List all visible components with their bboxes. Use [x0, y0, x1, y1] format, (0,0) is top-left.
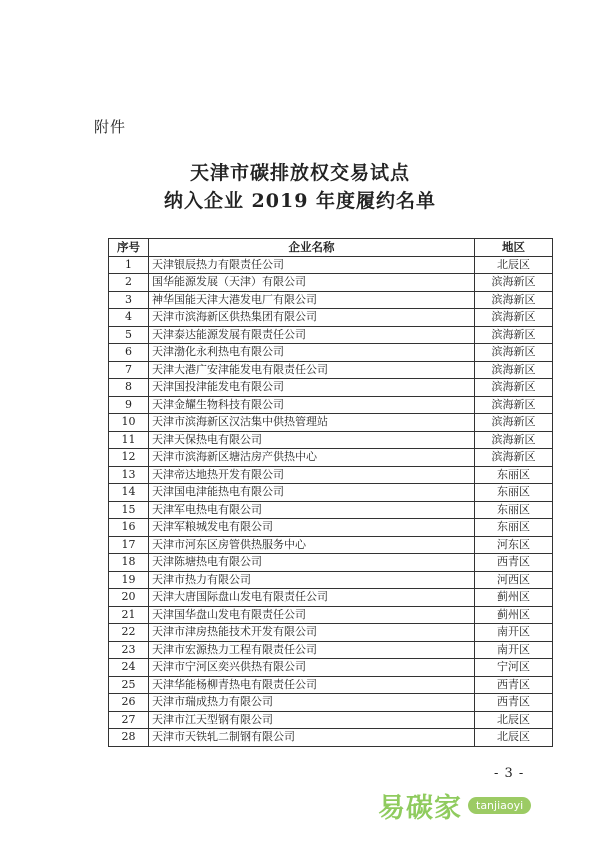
row-index: 23	[109, 641, 149, 659]
attachment-label: 附件	[94, 118, 127, 136]
table-row	[109, 554, 553, 572]
row-region: 滨海新区	[475, 344, 553, 362]
watermark-site: tanjiaoyi	[468, 797, 531, 814]
row-region: 北辰区	[475, 256, 553, 274]
row-company-name: 天津市津房热能技术开发有限公司	[149, 624, 475, 642]
table-row	[109, 729, 553, 747]
table-row	[109, 344, 553, 362]
row-company-name: 天津市天铁轧二制钢有限公司	[149, 729, 475, 747]
row-index: 1	[109, 256, 149, 274]
row-index: 22	[109, 624, 149, 642]
table-row	[109, 466, 553, 484]
row-index: 8	[109, 379, 149, 397]
table-row	[109, 449, 553, 467]
table-row	[109, 641, 553, 659]
row-index: 4	[109, 309, 149, 327]
table-row	[109, 379, 553, 397]
row-company-name: 天津市滨海新区汉沽集中供热管理站	[149, 414, 475, 432]
watermark-text: 易碳家	[378, 793, 462, 824]
row-index: 5	[109, 326, 149, 344]
row-index: 18	[109, 554, 149, 572]
row-company-name: 天津国投津能发电有限公司	[149, 379, 475, 397]
table-row	[109, 519, 553, 537]
table-row	[109, 274, 553, 292]
row-region: 东丽区	[475, 466, 553, 484]
table-row	[109, 676, 553, 694]
row-index: 26	[109, 694, 149, 712]
row-company-name: 天津大港广安津能发电有限责任公司	[149, 361, 475, 379]
table-row	[109, 624, 553, 642]
row-region: 河西区	[475, 571, 553, 589]
row-region: 滨海新区	[475, 291, 553, 309]
table-row	[109, 309, 553, 327]
table-row	[109, 291, 553, 309]
table-row	[109, 659, 553, 677]
row-company-name: 神华国能天津大港发电厂有限公司	[149, 291, 475, 309]
row-company-name: 天津军电热电有限公司	[149, 501, 475, 519]
row-company-name: 天津泰达能源发展有限责任公司	[149, 326, 475, 344]
table-row	[109, 606, 553, 624]
row-region: 滨海新区	[475, 431, 553, 449]
row-region: 南开区	[475, 641, 553, 659]
row-index: 25	[109, 676, 149, 694]
row-company-name: 天津市滨海新区塘沽房产供热中心	[149, 449, 475, 467]
row-index: 28	[109, 729, 149, 747]
row-region: 滨海新区	[475, 449, 553, 467]
table-header-row	[109, 239, 553, 257]
row-company-name: 天津天保热电有限公司	[149, 431, 475, 449]
enterprise-table	[108, 238, 553, 747]
row-index: 9	[109, 396, 149, 414]
row-index: 16	[109, 519, 149, 537]
row-company-name: 天津军粮城发电有限公司	[149, 519, 475, 537]
header-region: 地区	[475, 239, 553, 257]
row-index: 17	[109, 536, 149, 554]
row-region: 滨海新区	[475, 274, 553, 292]
row-region: 东丽区	[475, 519, 553, 537]
row-region: 滨海新区	[475, 326, 553, 344]
row-index: 15	[109, 501, 149, 519]
row-company-name: 天津大唐国际盘山发电有限责任公司	[149, 589, 475, 607]
row-region: 河东区	[475, 536, 553, 554]
table-row	[109, 536, 553, 554]
table-row	[109, 589, 553, 607]
row-company-name: 天津市宏源热力工程有限责任公司	[149, 641, 475, 659]
row-region: 宁河区	[475, 659, 553, 677]
table-row	[109, 396, 553, 414]
row-company-name: 天津银辰热力有限责任公司	[149, 256, 475, 274]
row-index: 6	[109, 344, 149, 362]
row-index: 12	[109, 449, 149, 467]
table-row	[109, 694, 553, 712]
table-row	[109, 711, 553, 729]
header-index: 序号	[109, 239, 149, 257]
row-index: 3	[109, 291, 149, 309]
row-company-name: 天津帝达地热开发有限公司	[149, 466, 475, 484]
table-row	[109, 431, 553, 449]
row-region: 滨海新区	[475, 379, 553, 397]
row-company-name: 天津渤化永利热电有限公司	[149, 344, 475, 362]
row-region: 滨海新区	[475, 396, 553, 414]
row-company-name: 天津市瑞成热力有限公司	[149, 694, 475, 712]
row-company-name: 天津市宁河区奕兴供热有限公司	[149, 659, 475, 677]
row-region: 南开区	[475, 624, 553, 642]
row-region: 滨海新区	[475, 414, 553, 432]
row-region: 东丽区	[475, 501, 553, 519]
row-company-name: 天津市热力有限公司	[149, 571, 475, 589]
row-region: 西青区	[475, 676, 553, 694]
row-company-name: 天津市河东区房管供热服务中心	[149, 536, 475, 554]
document-title-line2: 纳入企业 2019 年度履约名单	[163, 190, 437, 212]
watermark-logo	[378, 786, 531, 825]
row-region: 西青区	[475, 554, 553, 572]
row-company-name: 天津陈塘热电有限公司	[149, 554, 475, 572]
row-index: 14	[109, 484, 149, 502]
table-row	[109, 361, 553, 379]
row-company-name: 天津华能杨柳青热电有限责任公司	[149, 676, 475, 694]
row-region: 滨海新区	[475, 361, 553, 379]
table-row	[109, 256, 553, 274]
row-index: 24	[109, 659, 149, 677]
row-region: 蓟州区	[475, 606, 553, 624]
table-row	[109, 571, 553, 589]
row-index: 2	[109, 274, 149, 292]
row-region: 北辰区	[475, 711, 553, 729]
row-company-name: 天津市江天型钢有限公司	[149, 711, 475, 729]
row-company-name: 国华能源发展（天津）有限公司	[149, 274, 475, 292]
table-row	[109, 501, 553, 519]
row-region: 滨海新区	[475, 309, 553, 327]
row-index: 27	[109, 711, 149, 729]
row-company-name: 天津金耀生物科技有限公司	[149, 396, 475, 414]
row-company-name: 天津市滨海新区供热集团有限公司	[149, 309, 475, 327]
row-company-name: 天津国电津能热电有限公司	[149, 484, 475, 502]
row-region: 北辰区	[475, 729, 553, 747]
table-row	[109, 414, 553, 432]
row-index: 11	[109, 431, 149, 449]
table-row	[109, 326, 553, 344]
document-title-line1: 天津市碳排放权交易试点	[189, 162, 410, 184]
row-index: 21	[109, 606, 149, 624]
row-region: 蓟州区	[475, 589, 553, 607]
row-index: 19	[109, 571, 149, 589]
row-region: 东丽区	[475, 484, 553, 502]
row-index: 10	[109, 414, 149, 432]
row-index: 20	[109, 589, 149, 607]
row-index: 13	[109, 466, 149, 484]
row-company-name: 天津国华盘山发电有限责任公司	[149, 606, 475, 624]
row-index: 7	[109, 361, 149, 379]
table-row	[109, 484, 553, 502]
header-company-name: 企业名称	[149, 239, 475, 257]
row-region: 西青区	[475, 694, 553, 712]
page-number: - 3 -	[494, 766, 525, 781]
